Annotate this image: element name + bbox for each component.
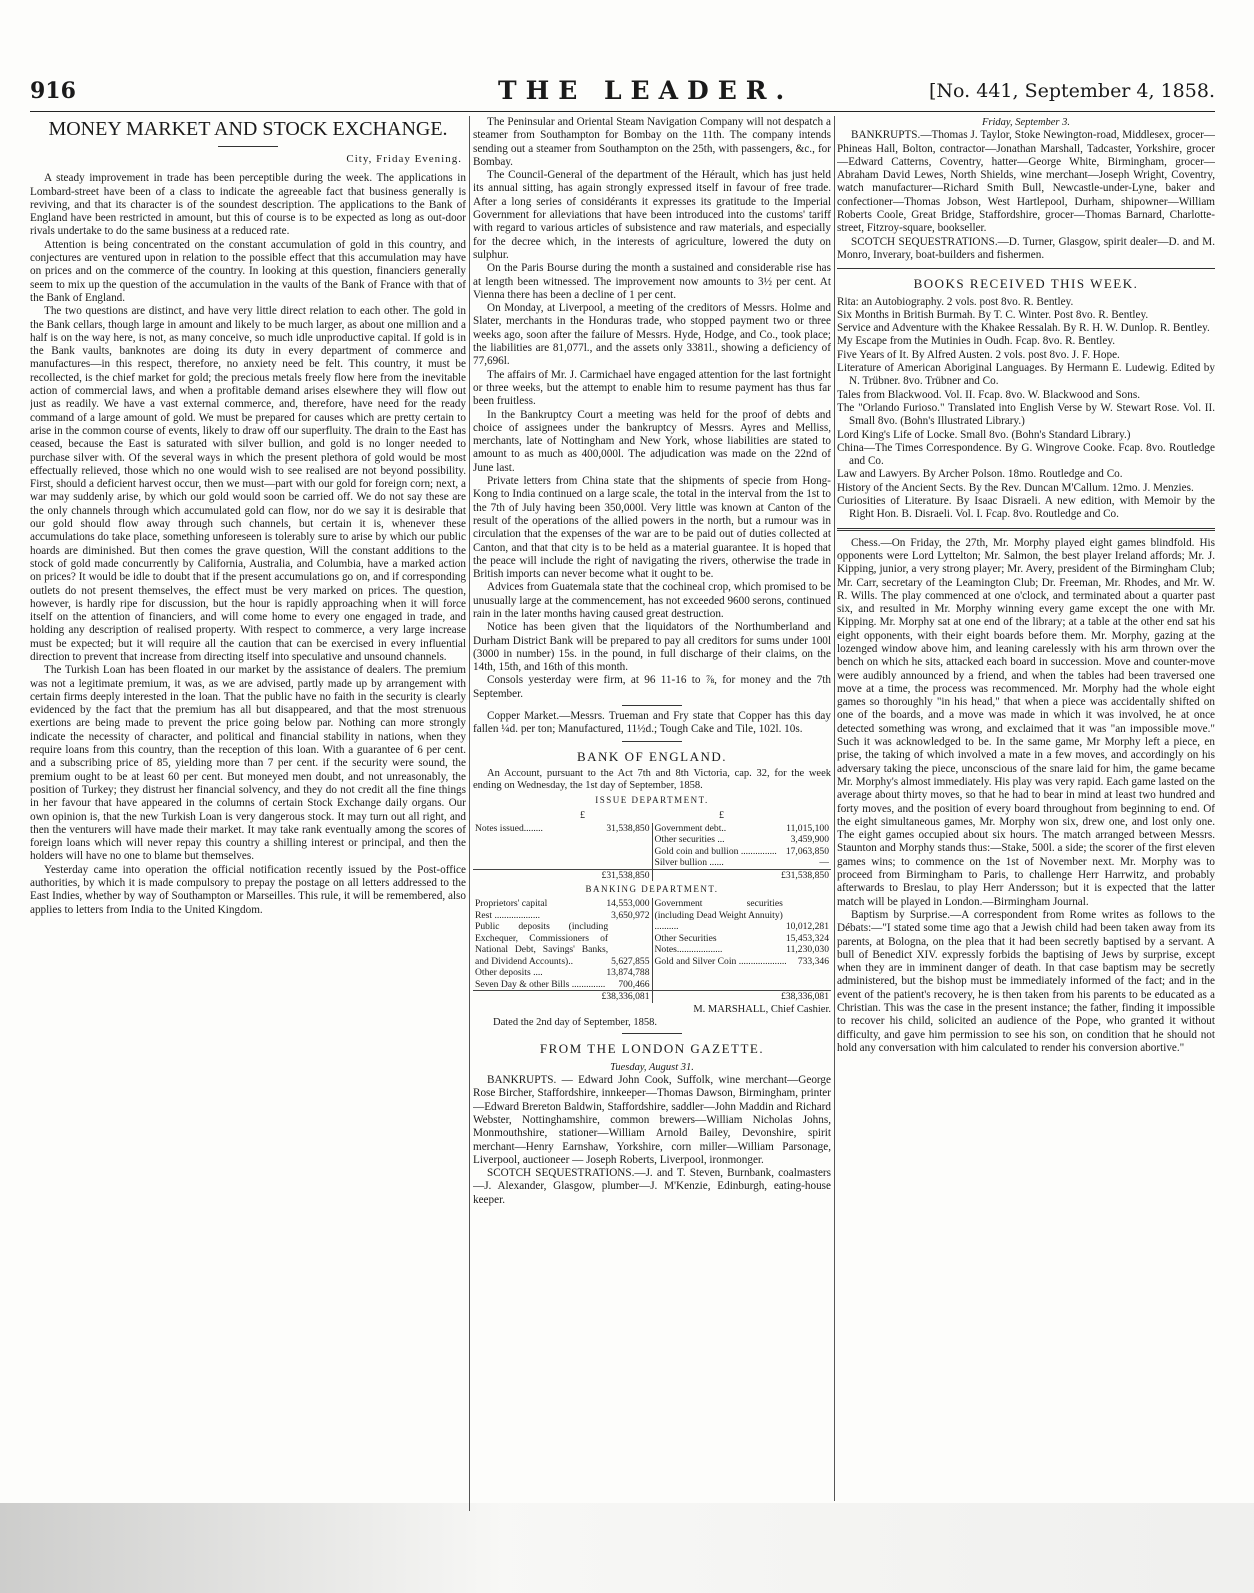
dated-line: Dated the 2nd day of September, 1858.: [493, 1017, 658, 1029]
list-item: Six Months in British Burmah. By T. C. Winter. Post 8vo. R. Bentley.: [837, 308, 1149, 321]
right-column: [837, 116, 1215, 1496]
row-label: Other securities ...: [654, 834, 725, 846]
row-label: Gold and Silver Coin ....................: [654, 955, 787, 967]
article-paragraph: Advices from Guatemala state that the cochineal crop, which promised to be unusually large at the commencement, has not exceeded 9600 serons, continued rain in the later months having caused great destruction.: [473, 581, 831, 620]
bank-of-england-heading: BANK OF ENGLAND.: [576, 748, 728, 764]
table-row: [475, 921, 650, 967]
article-paragraph: Consols yesterday were firm, at 96 11-16 to ⅞, for money and the 7th September.: [473, 674, 831, 700]
row-label: Notes issued........: [475, 822, 543, 834]
row-value: 3,650,972: [611, 909, 650, 921]
row-value: 700,466: [618, 978, 650, 990]
article-paragraph: The Council-General of the department of the Hérault, which has just held its annual sitting, has again strongly expressed itself in favour of free trade. After a long series of considérants it expresses its gratitude to the Imperial Government for alleviations that have been introduced into the customs' tariff with regard to various articles of subsistence and raw materials, and especially for the decree which, in the interests of agriculture, lowered the duty on sulphur.: [473, 169, 831, 261]
chess-article: Chess.—On Friday, the 27th, Mr. Morphy played eight games blindfold. His opponents were Lord Lyttelton; Mr. Salmon, the best player Ireland affords; Mr. J. Kipping, junior, a very strong player; Mr. Avery, president of the Birmingham Club; Mr. Carr, secretary of the Leamington Club; Dr. Freeman, Mr. Rhodes, and Mr. W. R. Wills. The play commenced at one o'clock, and terminated about a quarter past six, and resulted in Mr. Morphy winning every game except the one with Mr. Kipping. Mr. Morphy sat at one end of the library; at a table at the other end sat his eight opponents, with their eight boards before them. Mr. Morphy, gazing at the lozenged window above him, and leaning carelessly with his arm thrown over the bench on which he sits, attacked each board in succession. Move and counter-move were audibly announced by a friend, and when the tables had been traversed one move at a time, the process was recommenced. Mr. Morphy had the whole eight games so thoroughly "in his head," that when a piece was accidentally shifted on one of the boards, and a move was made in which it was involved, he at once detected something was wrong, and exclaimed that it was "an impossible move." Such it was acknowledged to be. In the same game, Mr Morphy left a piece, en prise, the taking of which involved a mate in a few moves, and accordingly on his adversary taking the piece, unconscious of the snare laid for him, the game became Mr. Morphy's almost immediately. His play was very rapid. Each game lasted on the average about thirty moves, so that he had to bear in mind at least two hundred and forty moves, and the position of every board throughout from beginning to end. Of the eight simultaneous games, Mr. Morphy won six, drew one, and lost only one. The eight games occupied about six hours. The match arranged between Messrs. Staunton and Morphy stands thus:—Stake, 500l. a side; the scorer of the first eleven games wins; to commence on the 1st of November next. Mr. Morphy was to proceed from Birmingham to Paris, to challenge Herr Harrwitz, and probably afterwards to Breslau, to play Herr Andersson; but it is expected that the latter match will be played in London.—Birmingham Journal.: [837, 536, 1215, 908]
masthead: [30, 74, 1215, 112]
table-row: [475, 898, 650, 910]
bankrupts-list: BANKRUPTS. — Edward John Cook, Suffolk, wine merchant—George Rose Bircher, Staffordshire, innkeeper—Thomas Dawson, Birmingham, printer—Edward Brereton Baldwin, Staffordshire, saddler—John Maddin and Richard Webster, Nottinghamshire, common brewers—William Nicholas Johns, Monmouthshire, stationer—William Arnold Bailey, Devonshire, spirit merchant—Henry Earnshaw, Yorkshire, corn miller—William Parsonage, Liverpool, auctioneer — Joseph Roberts, Liverpool, ironmonger.: [473, 1074, 831, 1166]
row-value: 31,538,850: [606, 822, 650, 834]
row-label: Notes...................: [654, 944, 723, 956]
table-row: [475, 823, 650, 835]
table-row: [655, 846, 830, 858]
table-row: [655, 944, 830, 956]
divider: [622, 705, 682, 706]
bank-total-right: £38,336,081: [652, 991, 831, 1003]
article-paragraph: Notice has been given that the liquidators of the Northumberland and Durham District Bank will be prepared to pay all creditors for sums under 100l (3000 in number) 15s. in the pound, in full discharge of their claims, on the 14th, 15th, and 16th of this month.: [473, 621, 831, 674]
scotch-sequestrations: SCOTCH SEQUESTRATIONS.—D. Turner, Glasgow, spirit dealer—D. and M. Monro, Inverary, boat-builders and fishermen.: [837, 235, 1215, 261]
divider: [837, 268, 1215, 269]
friday-heading: Friday, September 3.: [981, 117, 1071, 128]
table-row: [655, 834, 830, 846]
row-label: Rest ...................: [475, 909, 541, 921]
row-value: 3,459,900: [790, 834, 829, 846]
list-item: The "Orlando Furioso." Translated into English Verse by W. Stewart Rose. Vol. II. Small 8vo. (Bohn's Illustrated Library.): [837, 401, 1215, 428]
table-row: [655, 933, 830, 945]
article-paragraph: Private letters from China state that the shipments of specie from Hong-Kong to India continued on a large scale, the total in the interval from the 1st to the 7th of July having been 350,000l. Very little was known at Canton of the result of the operations of the allied powers in the north, but a rumour was in circulation that the expenses of the war are to be paid out of duties collected at Canton, and that that city is to be held as a material guarantee. It is hoped that the peace will include the right of navigating the rivers, otherwise the trade in British imports can never become what it ought to be.: [473, 475, 831, 581]
divider: [218, 146, 278, 147]
list-item: Five Years of It. By Alfred Austen. 2 vols. post 8vo. J. F. Hope.: [837, 348, 1120, 361]
issue-total-left: £31,538,850: [473, 869, 652, 881]
row-label: Public deposits (including Exchequer, Commissioners of National Debt, Savings' Banks, and Dividend Accounts)..: [475, 921, 609, 967]
currency-row: [473, 809, 831, 822]
list-item: History of the Ancient Sects. By the Rev. Duncan M'Callum. 12mo. J. Menzies.: [837, 481, 1194, 494]
list-item: Lord King's Life of Locke. Small 8vo. (Bohn's Standard Library.): [837, 428, 1131, 441]
row-value: 14,553,000: [606, 898, 650, 910]
row-label: Other Securities: [654, 932, 717, 944]
gazette-heading: FROM THE LONDON GAZETTE.: [539, 1041, 765, 1057]
article-paragraph: The Turkish Loan has been floated in our market by the assistance of dealers. The premium was not a legitimate premium, it was, as we are advised, partly made up by arrangement with certain firms deeply interested in the loan. That the public have no faith in the security is clearly evidenced by the fact that the premium has all but disappeared, and that the most strenuous exertions are being made to prevent the price going below par. Nothing can more strongly indicate the necessity of character, and political and financial stability in nations, when they require loans from this country, than the reception of this loan. With a guarantee of 6 per cent. and a subscribing price of 85, yielding more than 7 per cent. if the security were sound, the premium ought to be at least 60 per cent. But moneyed men doubt, and not unreasonably, the position of Turkey; they distrust her financial solvency, and they do not credit all the fine things in her favour that have appeared in the columns of certain Stock Exchange daily organs. Our own opinion is, that the new Turkish Loan is very dangerous stock. It may turn out all right, and then the venturers will have made their market. It may take rank eventually among the scores of foreign loans which will never repay this country a shilling interest or principal, and then the holders will have no one to blame but themselves.: [30, 664, 466, 863]
page-scan-shadow: [0, 1503, 1254, 1593]
row-label: Gold coin and bullion ...............: [654, 845, 777, 857]
table-row: [475, 967, 650, 979]
row-value: 15,453,324: [785, 932, 829, 944]
article-paragraph: Attention is being concentrated on the constant accumulation of gold in this country, and conjectures are ventured upon in relation to the possible effect that this accumulation may have on prices and on the commerce of the country. In looking at this question, financiers generally seem to mix up the question of the accumulation in the vaults of the Bank of France with that of the Bank of England.: [30, 238, 466, 304]
article-paragraph: The Peninsular and Oriental Steam Navigation Company will not despatch a steamer from Southampton for Bombay on the 11th. The company intends sending out a steamer from Southampton on the 25th, with passengers, &c., for Bombay.: [473, 116, 831, 168]
list-item: Law and Lawyers. By Archer Polson. 18mo. Routledge and Co.: [837, 468, 1123, 481]
gazette-day: Tuesday, August 31.: [610, 1061, 694, 1073]
row-value: 13,874,788: [606, 967, 650, 979]
table-row: [655, 857, 830, 869]
bank-total-left: £38,336,081: [473, 991, 652, 1003]
row-label: Government securities (including Dead Weight Annuity) ..........: [654, 898, 783, 933]
list-item: Rita: an Autobiography. 2 vols. post 8vo. R. Bentley.: [837, 295, 1074, 308]
books-list: [837, 296, 1215, 522]
issue-total-right: £31,538,850: [652, 869, 831, 881]
article-paragraph: A steady improvement in trade has been perceptible during the week. The applications in Lombard-street have been of a class to indicate the agreeable fact that business generally is reviving, and that its character is of the soundest description. The applications to the Bank of England have been restricted in amount, but this of course is to be expected as long as out-door rivals undertake to do the same business at a reduced rate.: [30, 172, 466, 238]
article-paragraph: The affairs of Mr. J. Carmichael have engaged attention for the last fortnight or three weeks, but the attempt to enable him to resume payment has thus far been fruitless.: [473, 368, 831, 408]
list-item: Service and Adventure with the Khakee Ressalah. By R. H. W. Dunlop. R. Bentley.: [837, 322, 1210, 335]
bankrupts-list: BANKRUPTS.—Thomas J. Taylor, Stoke Newington-road, Middlesex, grocer—Phineas Hall, Bolton, contractor—Jonathan Marshall, Tadcaster, Yorkshire, grocer—Edward Catterns, Coventry, hatter—George White, Birmingham, grocer—Abraham David Lewes, North Shields, wine merchant—Joseph Wright, Coventry, watch manufacturer—Richard Smith Bull, Newcastle-under-Lyne, baker and confectioner—Thomas Jobson, West Hartlepool, Durham, shipowner—William Roberts Coole, Great Bridge, Staffordshire, grocer—Thomas Barnard, Charlotte-street, Fitzroy-square, bookseller.: [837, 129, 1215, 235]
pound-symbol: £: [580, 810, 585, 822]
middle-column: [473, 116, 831, 1501]
money-market-heading: MONEY MARKET AND STOCK EXCHANGE.: [48, 118, 448, 140]
books-received-heading: BOOKS RECEIVED THIS WEEK.: [913, 276, 1139, 292]
scotch-sequestrations: SCOTCH SEQUESTRATIONS.—J. and T. Steven, Burnbank, coalmasters—J. Alexander, Glasgow, plumber—J. M'Kenzie, Edinburgh, eating-house keeper.: [473, 1167, 831, 1206]
issue-department-heading: ISSUE DEPARTMENT.: [595, 794, 709, 805]
article-paragraph: On the Paris Bourse during the month a sustained and considerable rise has at length been witnessed. The improvement now amounts to 3½ per cent. At Vienna there has been a decline of 1 per cent.: [473, 262, 831, 301]
article-paragraph: The two questions are distinct, and have very little direct relation to each other. The gold in the Bank cellars, though large in amount and likely to be much larger, as about one million and a half is on the way here, is not, as many conceive, so much idle unproductive capital. If gold is in the Bank vaults, banknotes are doing its duty in every department of commerce and manufactures—in this respect, therefore, no anxiety need be felt. This country, it must be recollected, is the chief market for gold; the precious metals freely flow here from the inevitable action of commercial laws, and when a profitable demand arises elsewhere they will flow out just as readily. We have a vast external commerce, and, therefore, have need for the ready command of a large amount of gold. We must be prepared for causes which are pretty certain to arise in the common course of events, likely to draw off our superfluity. The drain to the East has ceased, because the East is saturated with silver bullion, and gold is no longer needed to purchase silver with. Of the several ways in which the present plethora of gold would be most effectually relieved, those which no one would wish to see realised are not beyond possibility. First, should a deficient harvest occur, then we must—part with our gold for foreign corn; next, a war may suddenly arise, by which our gold would soon be carried off. We do not say these are the only channels through which accumulated gold can flow, nor do we say it is desirable that our gold should flow away through such channels, but certain it is, whenever these accumulations do take place, something unforeseen is tolerably sure to arise by which our public hoards are diminished. But then comes the grave question, Will the constant additions to the stock of gold made concurrently by California, Australia, and Columbia, have a marked action on prices? It would be idle to doubt that if the present accumulations go on, and if corresponding outlets do not present themselves, the effect must be very marked on prices. The question, however, is hardly ripe for discussion, but the hour is rapidly approaching when it will force itself on the attention of financiers, and will come home to every one engaged in trade, and holding any description of realised property. With respect to commerce, a very large increase must be expected; but it will require all the caution that can be exercised in every influential direction to prevent that increase from directing itself into speculative and unsound channels.: [30, 305, 466, 663]
pound-symbol: £: [719, 810, 724, 822]
row-label: Government debt..: [654, 822, 727, 834]
table-row: [655, 823, 830, 835]
divider: [622, 1033, 682, 1034]
dateline: City, Friday Evening.: [346, 153, 462, 165]
table-row: [475, 979, 650, 991]
list-item: Literature of American Aboriginal Languages. By Hermann E. Ludewig. Edited by N. Trübner. 8vo. Trübner and Co.: [837, 362, 1215, 388]
list-item: Curiosities of Literature. By Isaac Disraeli. A new edition, with Memoir by the Right Hon. B. Disraeli. Vol. I. Fcap. 8vo. Routledge and Co.: [837, 495, 1215, 521]
copper-market: Copper Market.—Messrs. Trueman and Fry state that Copper has this day fallen ¼d. per ton; Manufactured, 11½d.; Tough Cake and Tile, 102l. 10s.: [473, 710, 831, 736]
cashier-signature: M. MARSHALL, Chief Cashier.: [693, 1003, 831, 1015]
row-label: Proprietors' capital: [475, 898, 548, 910]
article-paragraph: In the Bankruptcy Court a meeting was held for the proof of debts and choice of assignees under the bankruptcy of Messrs. Ayres and Melliss, merchants, late of Nottingham and New York, whose liabilities are stated to amount to as much as 400,000l. The adjudication was made on the 22nd of June last.: [473, 408, 831, 474]
banking-department-heading: BANKING DEPARTMENT.: [585, 884, 719, 895]
column-rule: [469, 116, 470, 1511]
row-value: 11,230,030: [786, 944, 829, 956]
baptism-article: Baptism by Surprise.—A correspondent from Rome writes as follows to the Débats:—"I stated some time ago that a Jewish child had been taken away from its parents, at Bologna, on the plea that it had been secretly baptised by a servant. A bull of Benedict XIV. expressly forbids the baptising of Jews by surprise, except when they are in imminent danger of death. In that case baptism may be secretly administered, but the bishop must be immediately informed of the fact; and in the event of the patient's recovery, he is then taken from his parents to be educated as a Christian. This was the case in the present instance; the father, finding it impossible to recover his child, solicited an audience of the Pope, who granted it without difficulty, and gave him permission to see his son, on condition that he should not hold any conversation with him calculated to render his conversion abortive.": [837, 908, 1215, 1054]
row-label: Seven Day & other Bills ..............: [475, 978, 606, 990]
row-value: 17,063,850: [785, 845, 829, 857]
row-label: Silver bullion ......: [654, 857, 724, 869]
list-item: China—The Times Correspondence. By G. Wingrove Cooke. Fcap. 8vo. Routledge and Co.: [837, 441, 1215, 468]
column-rule: [834, 116, 835, 1501]
list-item: My Escape from the Mutinies in Oudh. Fcap. 8vo. R. Bentley.: [837, 335, 1115, 348]
row-value: 10,012,281: [785, 921, 829, 933]
row-value: 733,346: [797, 955, 829, 967]
list-item: Tales from Blackwood. Vol. II. Fcap. 8vo. W. Blackwood and Sons.: [837, 388, 1141, 401]
article-paragraph: Yesterday came into operation the official notification recently issued by the Post-office authorities, by which it is made compulsory to prepay the postage on all letters addressed to the East Indies, whether by way of Southampton or Marseilles. This rule, it will be remembered, also applies to letters from India to the United Kingdom.: [30, 863, 466, 916]
row-label: Other deposits ....: [475, 967, 543, 979]
issue-info: [No. 441, September 4, 1858.: [929, 80, 1215, 102]
divider: [622, 741, 682, 742]
table-row: [655, 956, 830, 968]
page-number: 916: [30, 78, 76, 104]
issue-department-table: [473, 823, 831, 882]
article-paragraph: On Monday, at Liverpool, a meeting of the creditors of Messrs. Holme and Slater, merchants in the Honduras trade, who stopped payment two or three weeks ago, soon after the failure of Messrs. Hyde, Hodge, and Co., took place; the liabilities are 81,077l., and the assets only 3381l., showing a deficiency of 77,696l.: [473, 302, 831, 368]
banking-department-table: [473, 898, 831, 1003]
newspaper-title: THE LEADER.: [498, 76, 794, 105]
table-row: [655, 898, 830, 933]
table-row: [475, 910, 650, 922]
divider: [837, 528, 1215, 531]
row-value: —: [819, 857, 829, 869]
row-value: 5,627,855: [611, 955, 650, 967]
money-market-column: [30, 116, 466, 1521]
bank-intro: An Account, pursuant to the Act 7th and 8th Victoria, cap. 32, for the week ending on Wednesday, the 1st day of September, 1858.: [473, 767, 831, 791]
row-value: 11,015,100: [786, 822, 829, 834]
